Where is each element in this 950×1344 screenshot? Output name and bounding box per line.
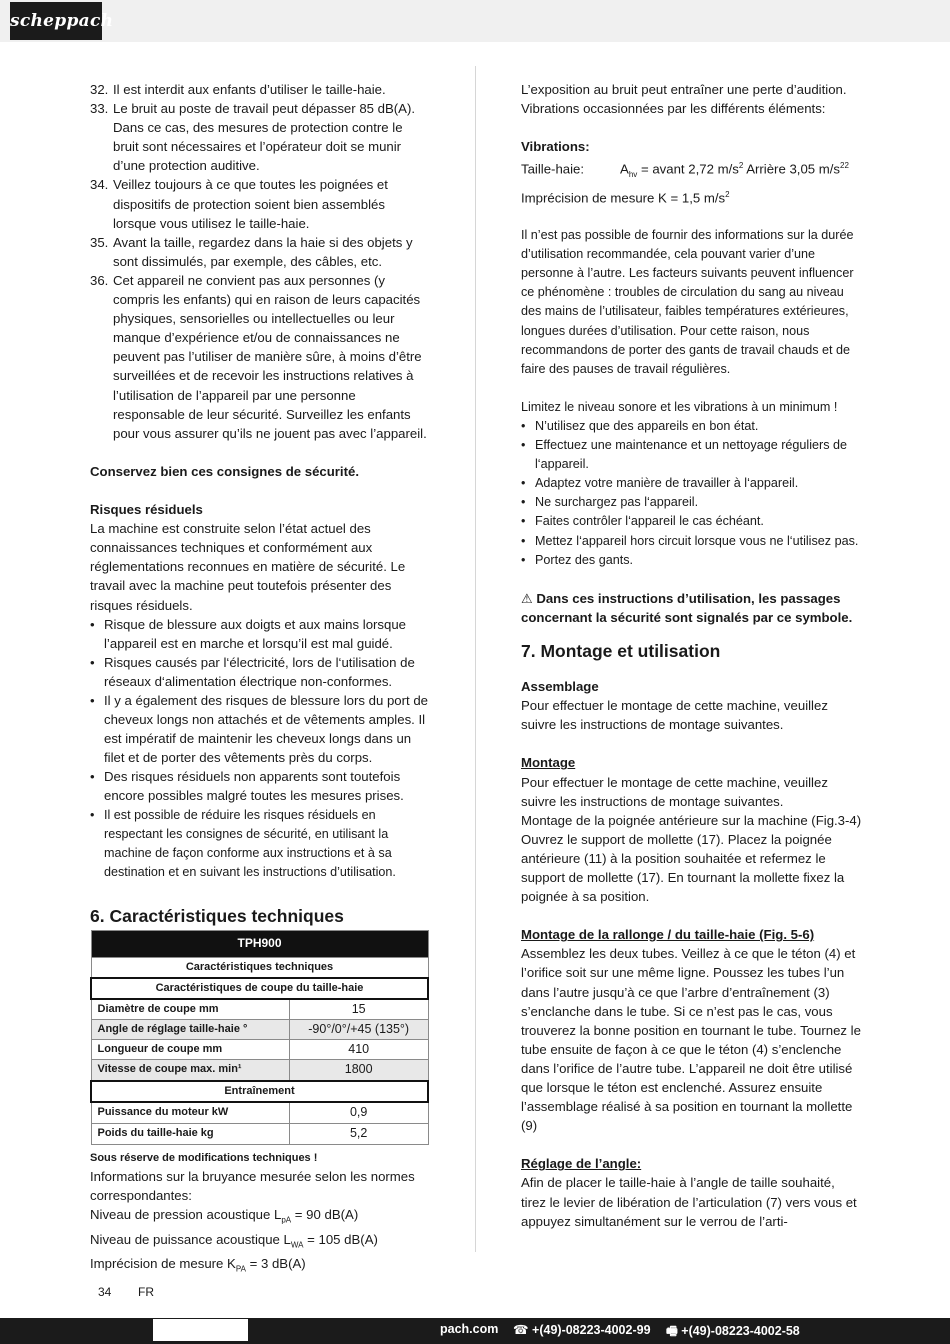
spec-label: Angle de réglage taille-haie ° xyxy=(91,1020,289,1040)
table-row xyxy=(91,1102,428,1124)
bullet-icon: • xyxy=(521,514,526,529)
warning-note: ⚠ Dans ces instructions d’utilisation, les passages concernant la sécurité sont signalés par ce symbole. xyxy=(521,590,853,625)
item-text: Veillez toujours à ce que toutes les poignées et dispositifs de protection soient bien assemblés lorsque vous utilisez le taille-haie. xyxy=(113,177,388,231)
item-text: Il est possible de réduire les risques résiduels en respectant les consignes de sécurité, en utilisant la machine de façon conforme aux instructions et à sa destination et en suivant les instructions d’utilisation. xyxy=(104,807,396,879)
bullet-icon: • xyxy=(521,419,526,434)
list-item xyxy=(521,532,863,551)
noise-intro: Informations sur la bruyance mesurée selon les normes correspondantes: xyxy=(90,1168,415,1203)
language-code: FR xyxy=(138,1285,154,1299)
list-item xyxy=(521,417,863,436)
bullet-icon: • xyxy=(521,533,526,548)
vibrations-title: Vibrations: xyxy=(521,139,590,155)
table-row xyxy=(91,1123,428,1144)
spec-value: 0,9 xyxy=(289,1102,428,1124)
footer-url: pach.com xyxy=(440,1322,499,1336)
list-item xyxy=(521,436,863,474)
footer-blank-box xyxy=(153,1319,248,1341)
bullet-icon: • xyxy=(90,769,95,785)
montage-poignee: Montage de la poignée antérieure sur la machine (Fig.3-4) xyxy=(521,812,862,828)
montage-title: Montage xyxy=(521,755,576,771)
spec-value: 1800 xyxy=(289,1060,428,1081)
vibrations-uncertainty: Imprécision de mesure K = 1,5 $m/s^2$ xyxy=(521,189,730,205)
noise-uncertainty: Imprécision de mesure $K_{PA} = 3$ dB(A) xyxy=(90,1256,306,1274)
residual-risks-title: Risques résiduels xyxy=(90,502,203,518)
item-text: Risque de blessure aux doigts et aux mains lorsque l’appareil est en marche et lorsqu’il est mal guidé. xyxy=(104,616,407,651)
header-bar xyxy=(0,0,950,42)
table-row xyxy=(91,1020,428,1040)
list-item xyxy=(90,80,430,99)
bullet-icon: • xyxy=(521,476,526,491)
item-text: Portez des gants. xyxy=(535,552,634,567)
noise-power: Niveau de puissance acoustique $L_{WA} = 105$ dB(A) xyxy=(90,1231,378,1250)
residual-risks-intro: La machine est construite selon l’état actuel des connaissances techniques et conformément aux réglementations reconnues en matière de sécurité. Le travail avec la machine peut toutefois présenter des risques résiduels. xyxy=(90,521,406,613)
table-row xyxy=(91,1040,428,1060)
bullet-icon: • xyxy=(90,616,95,632)
spec-label: Diamètre de coupe mm xyxy=(91,999,289,1020)
tech-specs-title: 6. Caractéristiques techniques xyxy=(90,905,344,926)
bullet-icon: • xyxy=(521,438,526,453)
limit-text: Limitez le niveau sonore et les vibrations à un minimum ! xyxy=(521,399,838,414)
noise-warning-intro: L’exposition au bruit peut entraîner une perte d’audition. Vibrations occasionnées par les différents éléments: xyxy=(521,82,847,117)
table-row xyxy=(91,999,428,1020)
list-item xyxy=(521,493,863,512)
bullet-icon: • xyxy=(521,552,526,567)
item-text: Il est interdit aux enfants d’utiliser le taille-haie. xyxy=(113,82,386,97)
spec-value: -90°/0°/+45 (135°) xyxy=(289,1020,428,1040)
table-row xyxy=(91,1060,428,1081)
item-text: Cet appareil ne convient pas aux personnes (y compris les enfants) qui en raison de leurs capacités physiques, sensorielles ou intellectuelles ou leur manque d’expérience et/ou de connaissances ne peuvent pas l’utiliser de manière sûre, à moins d’être surveillées et de recevoir les instructions relatives à l’utilisation de l’appareil par une personne responsable de leur sécurité. Surveillez les enfants pour vous assurer qu’ils ne jouent pas avec l’appareil. xyxy=(113,272,427,441)
list-item xyxy=(90,691,430,767)
page-number: 34 xyxy=(98,1285,112,1299)
list-item xyxy=(521,551,863,570)
spec-value: 5,2 xyxy=(289,1123,428,1144)
table-model: TPH900 xyxy=(91,930,428,957)
item-number: 34. xyxy=(90,177,109,193)
list-item xyxy=(90,271,430,443)
item-text: Faites contrôler l‘appareil le cas échéant. xyxy=(535,514,764,529)
list-item xyxy=(90,99,430,175)
item-text: N’utilisez que des appareils en bon état. xyxy=(535,419,759,434)
column-divider xyxy=(475,66,476,1252)
spec-value: 15 xyxy=(289,999,428,1020)
bullet-icon: • xyxy=(521,495,526,510)
right-column xyxy=(521,80,863,1231)
list-item xyxy=(90,175,430,232)
item-text: Des risques résiduels non apparents sont toutefois encore possibles malgré toutes les mesures prises. xyxy=(104,769,404,804)
list-item xyxy=(90,653,430,691)
safety-numbered-list xyxy=(90,80,430,443)
assemblage-text: Pour effectuer le montage de cette machine, veuillez suivre les instructions de montage suivantes. xyxy=(521,698,828,733)
rallonge-title: Montage de la rallonge / du taille-haie (Fig. 5-6) xyxy=(521,927,815,943)
item-text: Effectuez une maintenance et un nettoyage réguliers de l‘appareil. xyxy=(535,438,848,472)
footer-bar xyxy=(0,1318,950,1344)
item-text: Le bruit au poste de travail peut dépasser 85 dB(A). Dans ce cas, des mesures de protection contre le bruit sont nécessaires et l’opérateur doit se munir d’une protection auditive. xyxy=(113,101,416,174)
left-column xyxy=(90,80,430,1279)
item-text: Adaptez votre manière de travailler à l‘appareil. xyxy=(535,476,799,491)
list-item xyxy=(90,806,430,882)
montage-poignee-text: Ouvrez le support de mollette (17). Placez la poignée antérieure (11) à la position souhaitée et refermez le support de mollette (17). En tournant la mollette fixez la poignée à sa position. xyxy=(521,831,845,905)
footer-fax: 🖷 +(49)-08223-4002-58 xyxy=(666,1324,800,1338)
bullet-icon: • xyxy=(90,654,95,670)
vibrations-line: Taille-haie: $A_{hv}$ = avant 2,72 $m/s^2$ Arrière 3,05 $m/s^{22}$ xyxy=(521,161,849,180)
limit-list xyxy=(521,417,863,570)
duration-text: Il n’est pas possible de fournir des informations sur la durée d’utilisation recommandée, cela pouvant varier d’une personne à l’autre. Les facteurs suivants peuvent influencer ce phénomène : troubles de circulation du sang au niveau des mains de l’utilisateur, faibles températures extérieures, longues durées d’utilisation. Pour cette raison, nous recommandons de porter des gants de travail chauds et de faire des pauses de travail régulières. xyxy=(521,228,854,376)
item-number: 35. xyxy=(90,234,109,250)
angle-text: Afin de placer le taille-haie à l’angle de taille souhaité, tirez le levier de libération de l’articulation (7) vers vous et appuyez simultanément sur le verrou de l’arti- xyxy=(521,1175,857,1229)
item-text: Mettez l‘appareil hors circuit lorsque vous ne l‘utilisez pas. xyxy=(535,533,859,548)
bullet-icon: • xyxy=(90,693,95,708)
brand-logo: scheppach xyxy=(10,2,102,40)
list-item xyxy=(521,512,863,531)
item-number: 36. xyxy=(90,272,109,288)
table-subheader: Caractéristiques de coupe du taille-haie xyxy=(91,978,428,999)
item-number: 32. xyxy=(90,82,109,97)
tech-specs-table xyxy=(90,930,429,1145)
rallonge-text: Assemblez les deux tubes. Veillez à ce que le téton (4) et l’orifice soit sur une même ligne. Poussez les tubes l’un dans l’autre jusqu’à ce que l’arbre d’entraînement (3) s’enclanche dans le tube. Si ce n’est pas le cas, vous trouverez la bonne position en tournant le tube. Tournez le tube ensuite de façon à ce que le téton (4) s’enclenche dans l’orifice de l’autre tube. L’appareil ne doit être utilisé que lorsque le téton est enclenché. Assurez ensuite l’assemblage réalisé à sa position en tournant la mollette (9) xyxy=(521,946,861,1134)
table-subheader: Entraînement xyxy=(91,1081,428,1102)
item-text: Avant la taille, regardez dans la haie si des objets y sont dissimulés, par exemple, des câbles, etc. xyxy=(113,234,413,269)
residual-risks-list xyxy=(90,615,430,882)
spec-value: 410 xyxy=(289,1040,428,1060)
spec-label: Puissance du moteur kW xyxy=(91,1102,289,1124)
noise-pressure: Niveau de pression acoustique $L_{pA} = 90$ dB(A) xyxy=(90,1206,359,1225)
list-item xyxy=(90,233,430,271)
table-subheader: Caractéristiques techniques xyxy=(91,957,428,978)
item-number: 33. xyxy=(90,101,109,117)
item-text: Risques causés par l‘électricité, lors de l‘utilisation de réseaux d‘alimentation électrique non-conformes. xyxy=(104,654,415,689)
section7-title: 7. Montage et utilisation xyxy=(521,641,721,662)
reserve-note: Sous réserve de modifications techniques ! xyxy=(90,1151,318,1164)
bullet-icon: • xyxy=(90,807,95,822)
footer-phone: ☎ +(49)-08223-4002-99 xyxy=(513,1323,651,1337)
angle-title: Réglage de l’angle: xyxy=(521,1156,642,1172)
list-item xyxy=(90,767,430,805)
list-item xyxy=(521,474,863,493)
item-text: Il y a également des risques de blessure lors du port de cheveux longs non attachés et de vêtements amples. Il est impératif de maintenir les cheveux longs dans un filet et de porter des vêtements près du corps. xyxy=(104,693,429,766)
keep-safety-note: Conservez bien ces consignes de sécurité. xyxy=(90,463,359,479)
list-item xyxy=(90,615,430,653)
item-text: Ne surchargez pas l‘appareil. xyxy=(535,495,699,510)
spec-label: Vitesse de coupe max. min¹ xyxy=(91,1060,289,1081)
warning-icon: ⚠ xyxy=(521,590,533,606)
assemblage-title: Assemblage xyxy=(521,679,599,695)
spec-label: Longueur de coupe mm xyxy=(91,1040,289,1060)
montage-text: Pour effectuer le montage de cette machine, veuillez suivre les instructions de montage suivantes. xyxy=(521,774,828,809)
spec-label: Poids du taille-haie kg xyxy=(91,1123,289,1144)
